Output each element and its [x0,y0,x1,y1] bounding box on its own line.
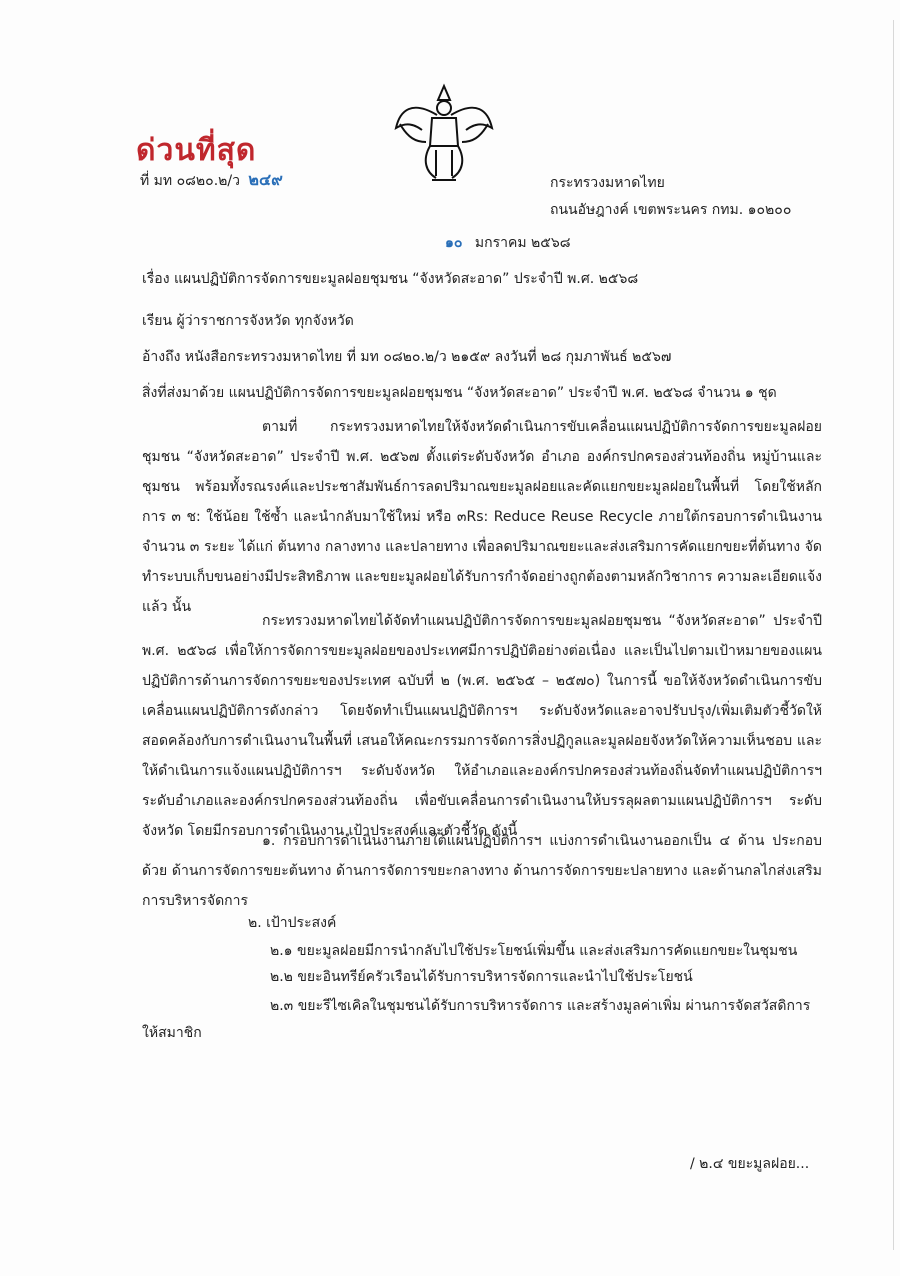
subject-line: เรื่อง แผนปฏิบัติการจัดการขยะมูลฝอยชุมชน “จังหวัดสะอาด” ประจำปี พ.ศ. ๒๕๖๘ [142,271,639,287]
ministry-name: กระทรวงมหาดไทย [550,175,665,191]
date-month-year: มกราคม ๒๕๖๘ [474,235,571,251]
ref-number-handwritten: ๒๔๙ [248,170,283,189]
page-edge [893,20,894,1250]
recipient-line: เรียน ผู้ว่าราชการจังหวัด ทุกจังหวัด [142,313,354,329]
paragraph-2: กระทรวงมหาดไทยได้จัดทำแผนปฏิบัติการจัดการขยะมูลฝอยชุมชน “จังหวัดสะอาด” ประจำปี พ.ศ. ๒๕๖๘ เพื่อให้การจัดการขยะมูลฝอยของประเทศมีการปฏิบัติอย่างต่อเนื่อง และเป็นไปตามเป้าหมายของแผนปฏิบัติการด้านการจัดการขยะของประเทศ ฉบับที่ ๒ (พ.ศ. ๒๕๖๕ – ๒๕๗๐) ในการนี้ ขอให้จังหวัดดำเนินการขับเคลื่อนแผนปฏิบัติการดังกล่าว โดยจัดทำเป็นแผนปฏิบัติการฯ ระดับจังหวัดและอาจปรับปรุง/เพิ่มเติมตัวชี้วัดให้สอดคล้องกับการดำเนินงานในพื้นที่ เสนอให้คณะกรรมการจัดการสิ่งปฏิกูลและมูลฝอยจังหวัดให้ความเห็นชอบ และให้ดำเนินการแจ้งแผนปฏิบัติการฯ ระดับจังหวัด ให้อำเภอและองค์กรปกครองส่วนท้องถิ่นจัดทำแผนปฏิบัติการฯ ระดับอำเภอและองค์กรปกครองส่วนท้องถิ่น เพื่อขับเคลื่อนการดำเนินงานให้บรรลุผลตามแผนปฏิบัติการฯ ระดับจังหวัด โดยมีกรอบการดำเนินงาน เป้าประสงค์และตัวชี้วัด ดังนี้ [142,613,822,839]
garuda-emblem-icon [392,80,496,188]
goal-2-3-continued: ให้สมาชิก [142,1025,202,1041]
document-number [140,168,283,193]
enclosure-line: สิ่งที่ส่งมาด้วย แผนปฏิบัติการจัดการขยะมูลฝอยชุมชน “จังหวัดสะอาด” ประจำปี พ.ศ. ๒๕๖๘ จำนวน ๑ ชุด [142,385,777,401]
sender-address [550,170,791,224]
reference-line: อ้างถึง หนังสือกระทรวงมหาดไทย ที่ มท ๐๘๒๐.๒/ว ๒๑๕๙ ลงวันที่ ๒๘ กุมภาพันธ์ ๒๕๖๗ [142,349,672,365]
goal-2-3: ๒.๓ ขยะรีไซเคิลในชุมชนได้รับการบริหารจัดการ และสร้างมูลค่าเพิ่ม ผ่านการจัดสวัสดิการ [270,998,811,1014]
paragraph-1: ตามที่ กระทรวงมหาดไทยให้จังหวัดดำเนินการขับเคลื่อนแผนปฏิบัติการจัดการขยะมูลฝอยชุมชน “จังหวัดสะอาด” ประจำปี พ.ศ. ๒๕๖๗ ตั้งแต่ระดับจังหวัด อำเภอ องค์กรปกครองส่วนท้องถิ่น หมู่บ้านและชุมชน พร้อมทั้งรณรงค์และประชาสัมพันธ์การลดปริมาณขยะมูลฝอยและคัดแยกขยะมูลฝอยในพื้นที่ โดยใช้หลักการ ๓ ช: ใช้น้อย ใช้ซ้ำ และนำกลับมาใช้ใหม่ หรือ ๓Rs: Reduce Reuse Recycle ภายใต้กรอบการดำเนินงาน จำนวน ๓ ระยะ ได้แก่ ต้นทาง กลางทาง และปลายทาง เพื่อลดปริมาณขยะและส่งเสริมการคัดแยกขยะที่ต้นทาง จัดทำระบบเก็บขนอย่างมีประสิทธิภาพ และขยะมูลฝอยได้รับการกำจัดอย่างถูกต้องตามหลักวิชาการ ความละเอียดแจ้งแล้ว นั้น [142,419,822,615]
urgent-stamp: ด่วนที่สุด [136,133,257,168]
ministry-address: ถนนอัษฎางค์ เขตพระนคร กทม. ๑๐๒๐๐ [550,202,792,218]
goal-2-2: ๒.๒ ขยะอินทรีย์ครัวเรือนได้รับการบริหารจัดการและนำไปใช้ประโยชน์ [270,969,693,985]
date-day-handwritten: ๑๐ [445,235,463,251]
goal-2-1: ๒.๑ ขยะมูลฝอยมีการนำกลับไปใช้ประโยชน์เพิ่มขึ้น และส่งเสริมการคัดแยกขยะในชุมชน [270,943,798,959]
point-1: ๑. กรอบการดำเนินงานภายใต้แผนปฏิบัติการฯ แบ่งการดำเนินงานออกเป็น ๔ ด้าน ประกอบด้วย ด้านการจัดการขยะต้นทาง ด้านการจัดการขยะกลางทาง ด้านการจัดการขยะปลายทาง และด้านกลไกส่งเสริมการบริหารจัดการ [142,833,822,909]
document-date [445,232,571,254]
page-continuation: / ๒.๔ ขยะมูลฝอย... [690,1156,810,1172]
point-2: ๒. เป้าประสงค์ [248,915,337,931]
ref-prefix: ที่ มท ๐๘๒๐.๒/ว [140,173,240,189]
